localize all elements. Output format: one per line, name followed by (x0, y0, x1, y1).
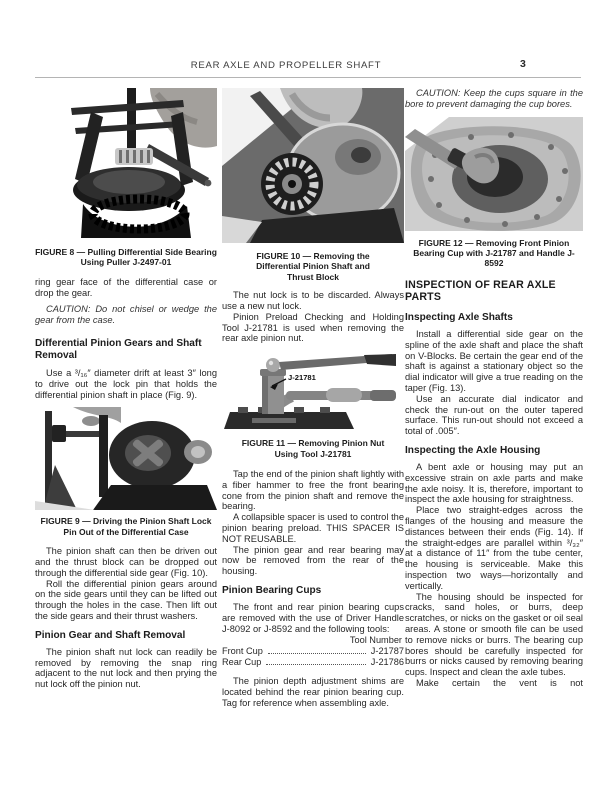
tool-row-value: J-21786 (370, 657, 404, 668)
figure11-photo (224, 354, 396, 432)
figure11-caption: FIGURE 11 — Removing Pinion Nut Using Tool J-21781 (241, 438, 385, 459)
section-heading-inspection: INSPECTION OF REAR AXLE PARTS (405, 278, 556, 304)
header-rule (35, 77, 581, 78)
figure8-photo (57, 88, 217, 238)
heading-inspecting-axle-shafts: Inspecting Axle Shafts (405, 312, 513, 323)
tool-callout-label: J-21781 (288, 373, 316, 383)
figure10-photo (222, 88, 404, 243)
tool-number-table (222, 635, 404, 668)
paragraph-pinion-shaft: The pinion shaft can then be driven out and the thrust block can be dropped out through the differential side gear (Fig. 10). (35, 546, 217, 578)
paragraph-install: Install a differential side gear on the spline of the axle shaft and place the shaft on V-Blocks. Be certain the gear end of the shaft is against a stationary object so the dial indicator will give a true reading on the taper (Fig. 13). (405, 329, 583, 393)
table-row (222, 657, 404, 668)
heading-differential-pinion: Differential Pinion Gears and Shaft Removal (35, 338, 202, 361)
middle-column (222, 88, 404, 709)
figure9-photo (35, 407, 217, 510)
paragraph-preload-tool: Pinion Preload Checking and Holding Tool J-21781 is used when removing the rear axle pinion nut. (222, 311, 404, 344)
paragraph-spacer: A collapsible spacer is used to control the pinion bearing preload. THIS SPACER IS NOT REUSABLE. (222, 512, 404, 544)
paragraph-straight-edges: Place two straight-edges across the flanges of the housing and measure the distances between their ends (Fig. 14). If the straight-edges are parallel within ³/₃₂″ at a distance of 11″ from the tube center, the housing is serviceable. Make this inspection two ways—horizontally and vertically. (405, 505, 583, 591)
paragraph-ring-gear: ring gear face of the differential case or drop the gear. (35, 276, 217, 298)
figure12-photo (405, 117, 583, 231)
caution-cups-square: CAUTION: Keep the cups square in the bore to prevent damaging the cup bores. (405, 88, 583, 109)
table-row (222, 646, 404, 657)
tool-row-value: J-21787 (370, 646, 404, 657)
page-number: 3 (520, 58, 526, 70)
paragraph-roll-gears: Roll the differential pinion gears around on the side gears until they can be lifted out through the holes in the case. Then lift out the side gears and their thrust washers. (35, 578, 217, 621)
paragraph-housing-inspect: The housing should be inspected for cracks, sand holes, or burrs, deep scratches, or nicks on the gasket or oil seal areas. A stone or smooth file can be used to remove nicks or burrs. The bearing cup bores should be carefully inspected for burrs or nicks caused by removing bearing cups. Inspect and clean the axle tubes. (405, 591, 583, 678)
right-column (405, 88, 583, 689)
heading-pinion-gear-removal: Pinion Gear and Shaft Removal (35, 629, 186, 641)
page-header-title: REAR AXLE AND PROPELLER SHAFT (190, 60, 382, 71)
dot-leader (266, 663, 365, 665)
figure9-caption: FIGURE 9 — Driving the Pinion Shaft Lock Pin Out of the Differential Case (40, 516, 212, 537)
figure10-caption: FIGURE 10 — Removing the Differential Pinion Shaft and Thrust Block (256, 251, 370, 282)
left-column (35, 88, 217, 690)
figure12-caption: FIGURE 12 — Removing Front Pinion Bearing Cup with J-21787 and Handle J-8592 (413, 237, 575, 269)
paragraph-nut-lock: The pinion shaft nut lock can readily be removed by removing the snap ring adjacent to the nut lock and then prying the nut lock off the pinion nut. (35, 646, 217, 690)
paragraph-tap: Tap the end of the pinion shaft lightly with a fiber hammer to free the front bearing cone from the pinion shaft and remove the bearing. (222, 469, 404, 512)
caution-chisel: CAUTION: Do not chisel or wedge the gear from the case. (35, 304, 217, 326)
paragraph-discard: The nut lock is to be discarded. Always use a new nut lock. (222, 290, 404, 312)
paragraph-bent-axle: A bent axle or housing may put an excessive strain on axle parts and make the axle noisy. It is, therefore, important to inspect the axle housing for straightness. (405, 461, 583, 505)
paragraph-runout: Use an accurate dial indicator and check the run-out on the outer tapered surface. This run-out should not exceed a total of .005″. (405, 393, 583, 437)
tool-row-label: Front Cup (222, 646, 263, 657)
tool-row-label: Rear Cup (222, 657, 262, 668)
heading-pinion-bearing-cups: Pinion Bearing Cups (222, 584, 322, 596)
paragraph-cups-removed: The front and rear pinion bearing cups are removed with the use of Driver Handle J-8092 or J-8592 and the following tools: (222, 601, 404, 634)
paragraph-vent: Make certain the vent is not (416, 677, 583, 688)
dot-leader (268, 652, 366, 654)
heading-inspecting-axle-housing: Inspecting the Axle Housing (405, 444, 541, 456)
tool-table-header: Tool Number (349, 635, 402, 646)
figure8-caption: FIGURE 8 — Pulling Differential Side Bearing Using Puller J-2497-01 (35, 247, 217, 268)
paragraph-rear-bearing: The pinion gear and rear bearing may now be removed from the rear of the housing. (222, 544, 404, 577)
paragraph-drift: Use a ³/₁₆″ diameter drift at least 3″ long to drive out the lock pin that holds the differential pinion shaft in place (Fig. 9). (35, 368, 217, 400)
paragraph-shims: The pinion depth adjustment shims are located behind the rear pinion bearing cup. Tag for reference when assembling axle. (222, 676, 404, 708)
